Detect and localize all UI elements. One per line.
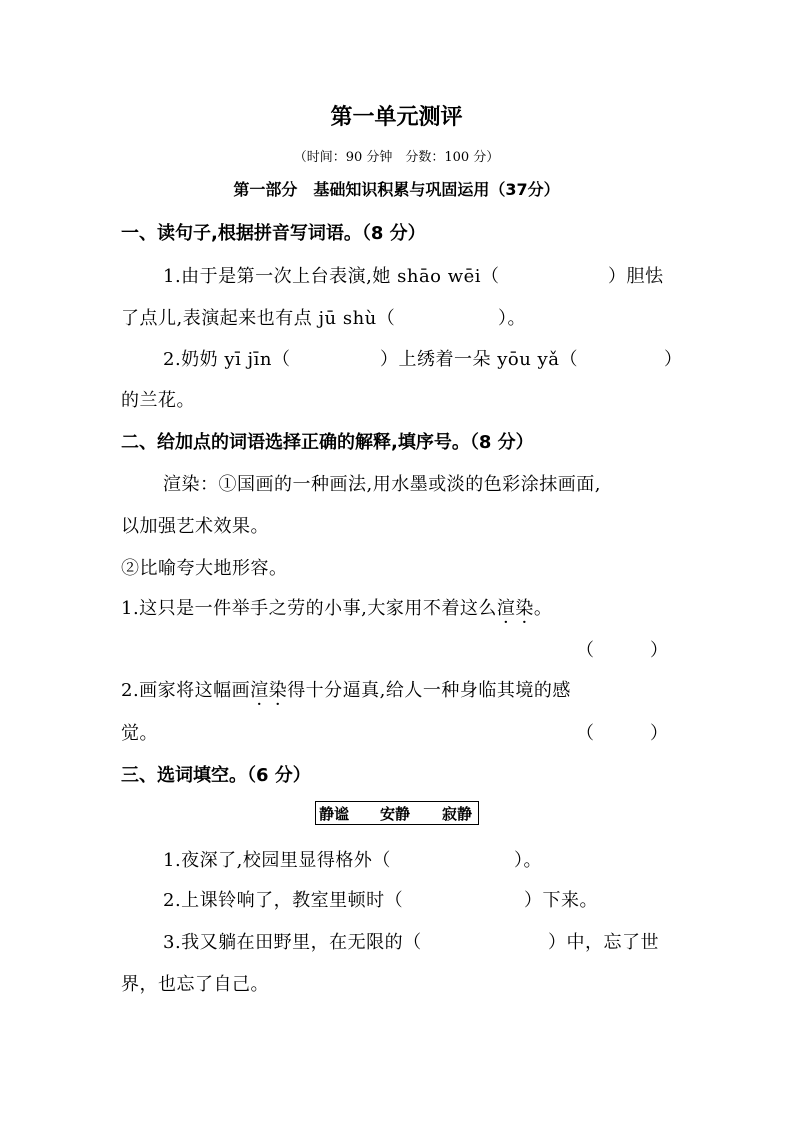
section3-heading: 三、选词填空。（6 分） <box>121 765 311 786</box>
s3-q2-text-b: ）下来。 <box>524 890 598 911</box>
word-bank-item: 安静 <box>380 805 411 823</box>
s2-q1-paren-left: （ <box>576 640 594 661</box>
s2-q2-dotted-char-1: 渲 <box>250 680 269 701</box>
section1-heading: 一、读句子,根据拼音写词语。（8 分） <box>121 223 426 244</box>
s3-q1-text-a: 1.夜深了,校园里显得格外（ <box>163 850 391 871</box>
s2-q1-text: 1.这只是一件举手之劳的小事,大家用不着这么 <box>121 598 497 619</box>
s3-q3-text-b: ）中，忘了世 <box>548 932 659 953</box>
section2-heading: 二、给加点的词语选择正确的解释,填序号。（8 分） <box>121 432 534 453</box>
exam-meta: （时间：90 分钟 分数：100 分） <box>293 150 500 165</box>
word-bank-box <box>315 801 479 825</box>
s2-definition-1b: 以加强艺术效果。 <box>121 516 269 537</box>
s2-q2-text-post: 得十分逼真,给人一种身临其境的感 <box>287 680 571 701</box>
word-bank-item: 寂静 <box>442 805 473 823</box>
s3-q1-text-b: ）。 <box>514 850 542 871</box>
word-bank-item: 静谧 <box>319 805 350 823</box>
s1-q2-text-b: ）上绣着一朵 yōu yǎ（ <box>380 349 578 370</box>
s2-q2-end: 觉。 <box>121 723 158 744</box>
s2-q2-dotted-char-2: 染 <box>268 680 288 701</box>
s2-q1 <box>121 594 552 620</box>
s3-q2-text-a: 2.上课铃响了，教室里顿时（ <box>163 890 404 911</box>
s1-q1-text-d: ）。 <box>498 308 526 329</box>
s2-q1-dotted-char-2: 染 <box>515 598 534 619</box>
s2-q1-paren-right: ） <box>650 640 668 661</box>
s1-q2-text-c: ） <box>664 349 683 370</box>
s2-q1-dotted-char-1: 渲 <box>496 598 516 619</box>
s2-q1-end: 。 <box>533 598 553 619</box>
s2-q2-paren-right: ） <box>650 723 668 744</box>
s2-q2-paren-left: （ <box>576 723 594 744</box>
s2-definition-1a: 渲染：①国画的一种画法,用水墨或淡的色彩涂抹画面, <box>163 474 601 495</box>
s2-definition-2: ②比喻夸大地形容。 <box>121 558 288 579</box>
part-heading: 第一部分 基础知识积累与巩固运用（37分） <box>233 180 560 199</box>
s3-q3-text-a: 3.我又躺在田野里，在无限的（ <box>163 932 422 953</box>
s1-q1-text-a: 1.由于是第一次上台表演,她 shāo wēi（ <box>163 266 500 287</box>
s2-q2-text: 2.画家将这幅画 <box>121 680 251 701</box>
s2-q2 <box>121 676 571 702</box>
s1-q1-text-b: ）胆怯 <box>608 266 664 287</box>
s3-q3-text-c: 界，也忘了自己。 <box>121 974 269 995</box>
page-title: 第一单元测评 <box>330 105 463 130</box>
s1-q2-text-a: 2.奶奶 yī jīn（ <box>163 349 291 370</box>
s1-q2-text-d: 的兰花。 <box>121 390 195 411</box>
s1-q1-text-c: 了点儿,表演起来也有点 jū shù（ <box>121 308 396 329</box>
